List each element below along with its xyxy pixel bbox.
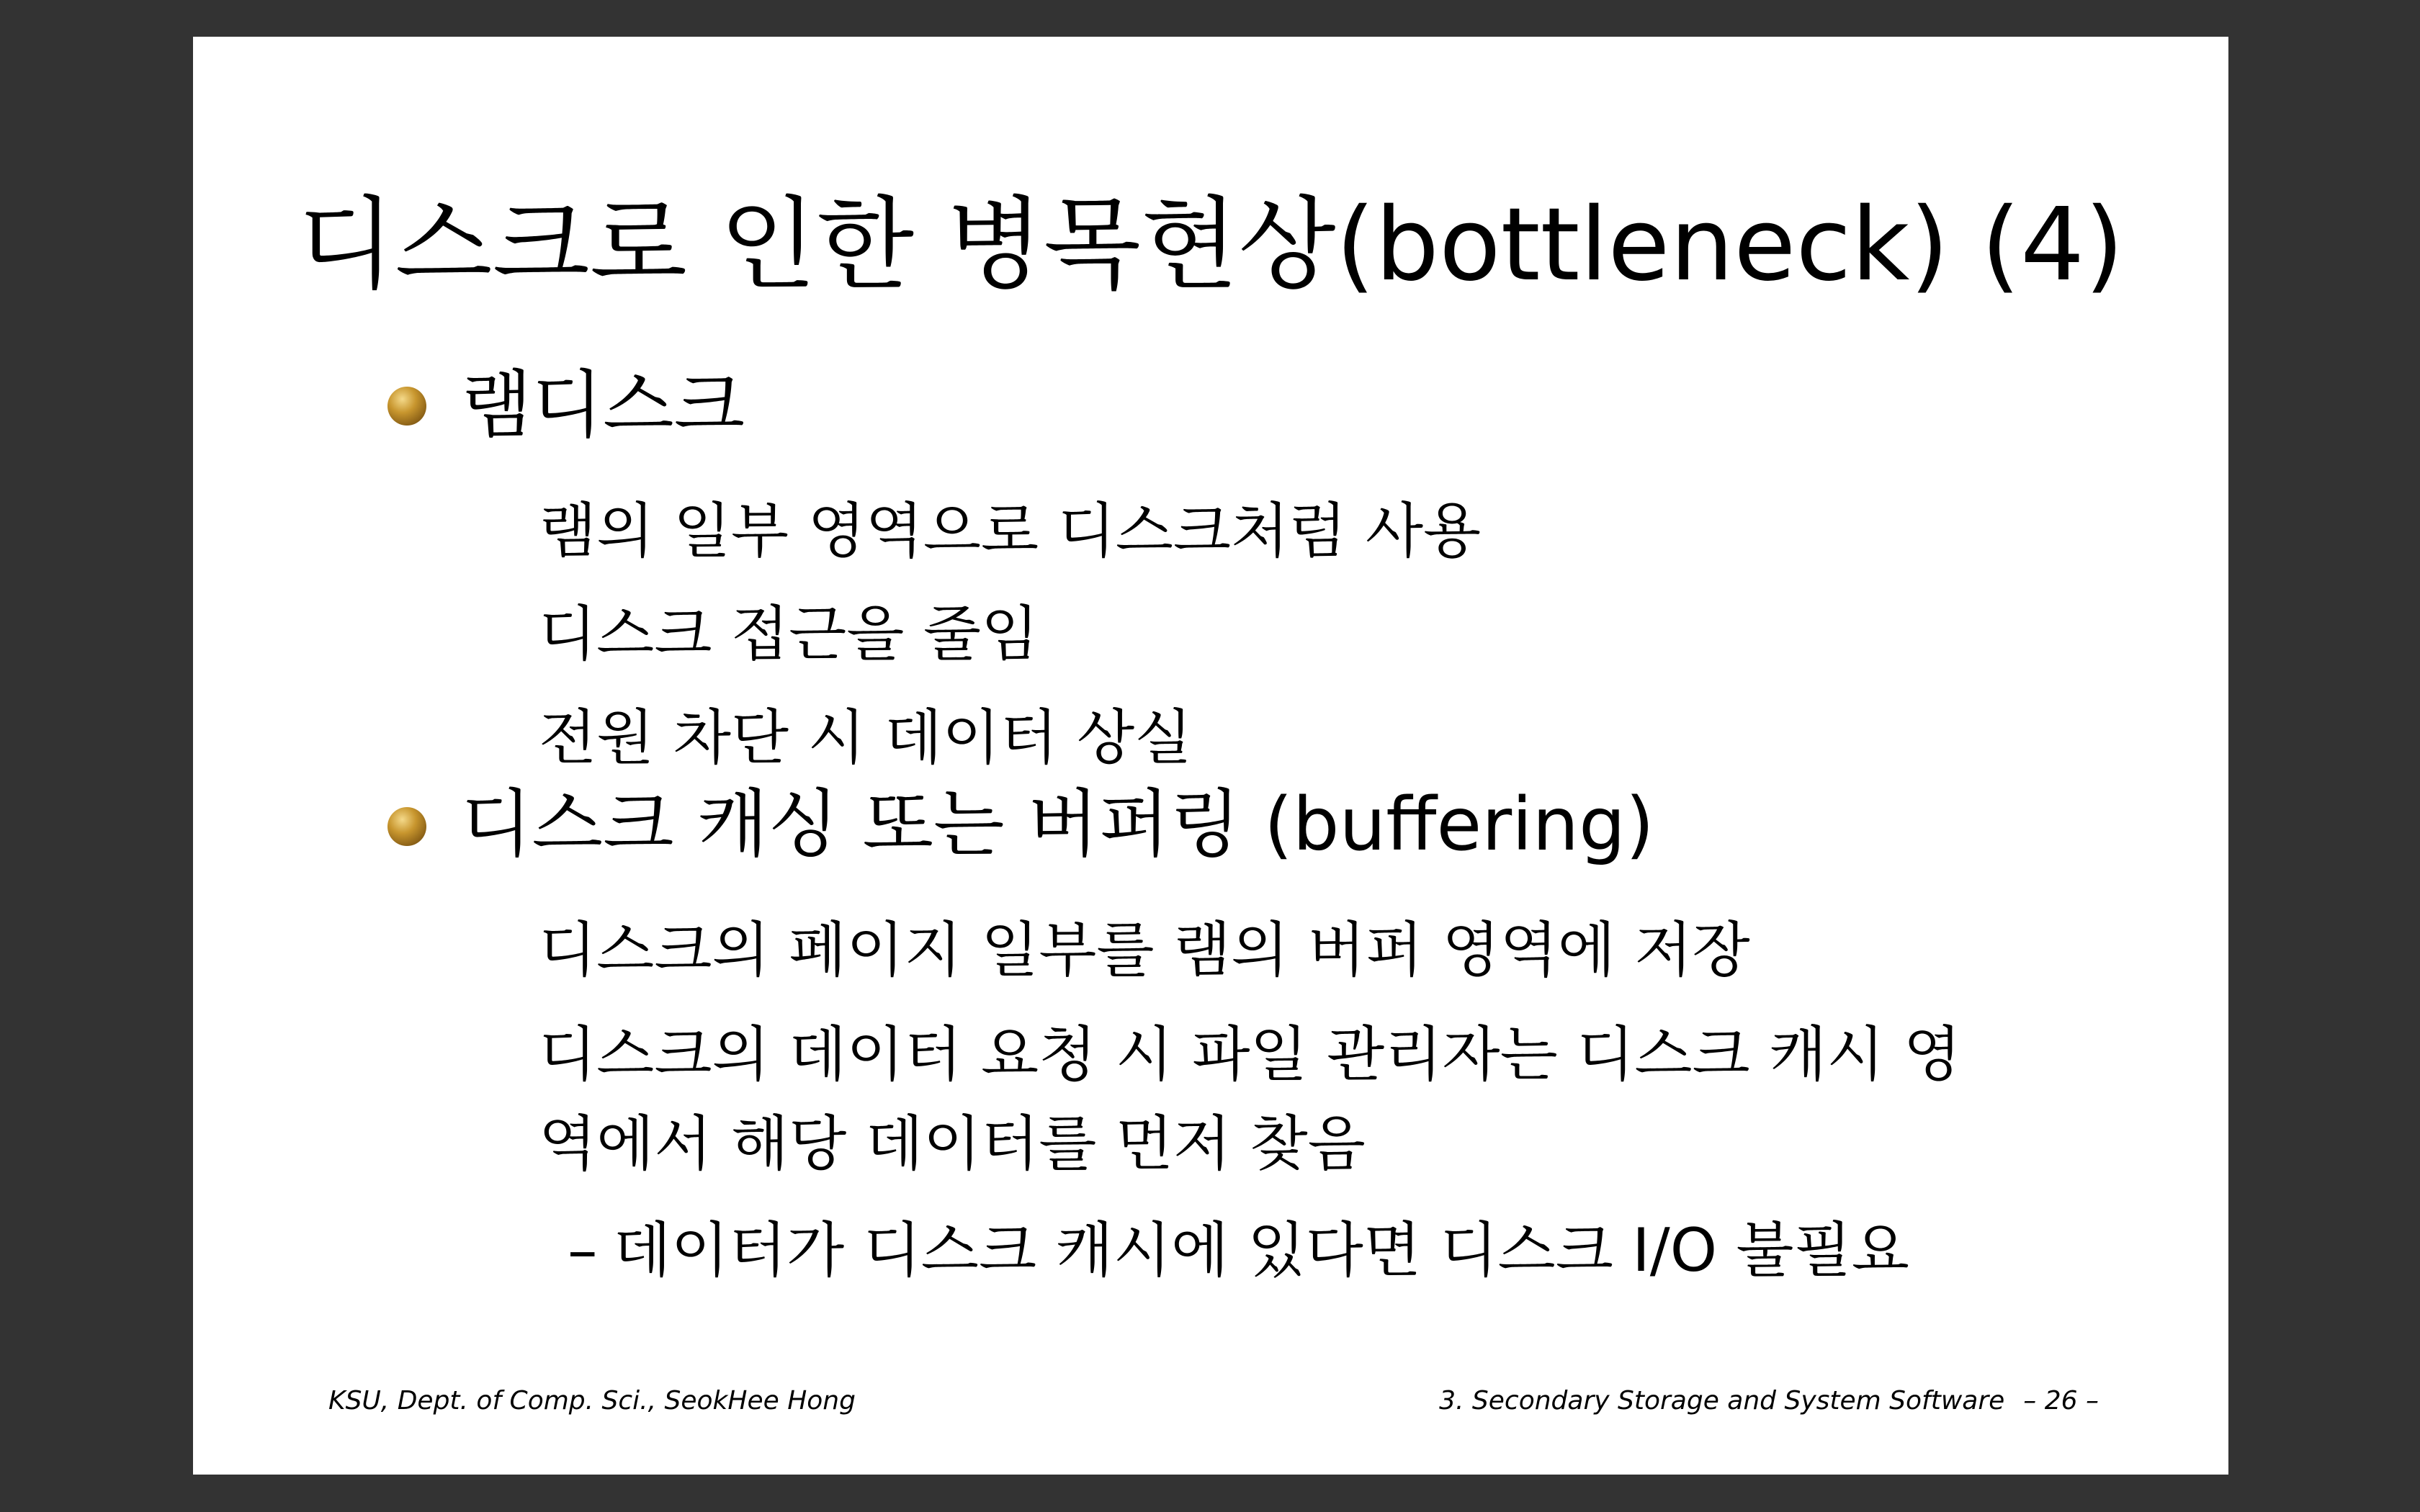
bullet-2-dash-item bbox=[568, 1206, 1909, 1295]
gold-bullet-icon bbox=[387, 387, 426, 426]
slide bbox=[193, 37, 2228, 1475]
page-number: – 26 – bbox=[2023, 1386, 2099, 1416]
footer-right bbox=[1439, 1383, 2099, 1419]
gold-bullet-icon bbox=[387, 807, 426, 846]
bullet-2-text: 디스크 캐싱 또는 버퍼링 (buffering) bbox=[461, 782, 1654, 868]
footer-left: KSU, Dept. of Comp. Sci., SeokHee Hong bbox=[328, 1386, 856, 1416]
bullet-2-subitem-1: 디스크의 페이지 일부를 램의 버퍼 영역에 저장 bbox=[539, 915, 1750, 985]
bullet-2-subitem-2-continued: 역에서 해당 데이터를 먼저 찾음 bbox=[539, 1109, 1366, 1179]
bullet-1-subitem-3: 전원 차단 시 데이터 상실 bbox=[539, 703, 1193, 773]
bullet-1-subitem-2: 디스크 접근을 줄임 bbox=[539, 599, 1039, 669]
dash-icon: – bbox=[568, 1215, 598, 1285]
footer-course-title: 3. Secondary Storage and System Software bbox=[1439, 1386, 2005, 1416]
slide-title: 디스크로 인한 병목현상(bottleneck) (4) bbox=[297, 186, 2124, 304]
bullet-2-subitem-2: 디스크의 데이터 요청 시 파일 관리자는 디스크 캐시 영 bbox=[539, 1020, 1961, 1089]
bullet-1-subitem-1: 램의 일부 영역으로 디스크처럼 사용 bbox=[539, 496, 1482, 566]
bullet-1-text: 램디스크 bbox=[461, 363, 745, 449]
dash-item-text: 데이터가 디스크 캐시에 있다면 디스크 I/O 불필요 bbox=[613, 1215, 1909, 1285]
